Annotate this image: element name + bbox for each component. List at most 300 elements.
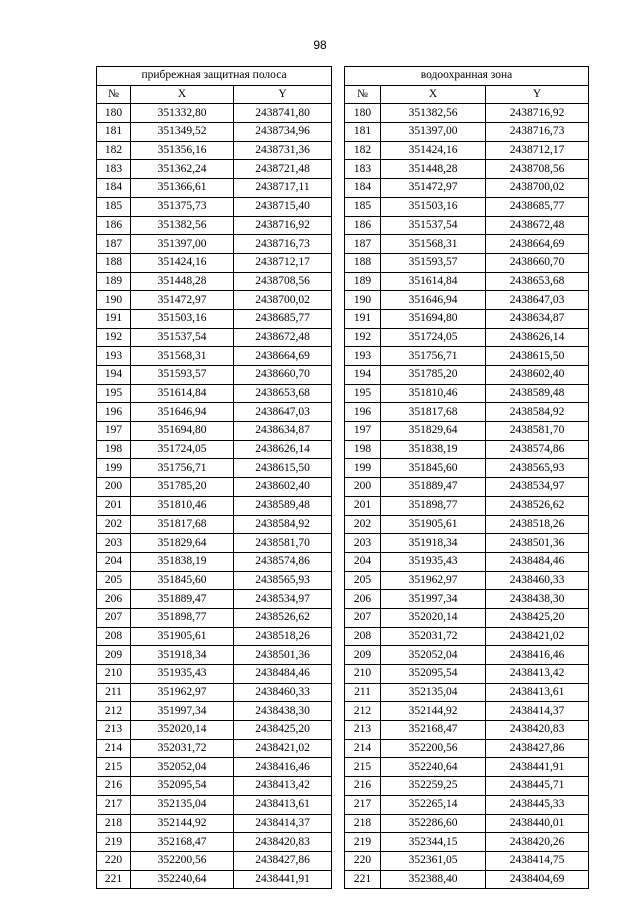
right-y-coordinate: 2438420,83 — [486, 721, 589, 740]
left-point-number: 190 — [97, 291, 131, 310]
left-point-number: 196 — [97, 403, 131, 422]
left-point-number: 183 — [97, 160, 131, 179]
left-x-coordinate: 351838,19 — [131, 552, 234, 571]
left-y-coordinate: 2438672,48 — [234, 328, 332, 347]
left-x-coordinate: 351785,20 — [131, 478, 234, 497]
table-row — [97, 272, 589, 291]
right-x-coordinate: 352031,72 — [381, 627, 486, 646]
left-x-coordinate: 351997,34 — [131, 702, 234, 721]
table-gap — [332, 422, 345, 441]
table-gap — [332, 496, 345, 515]
right-x-coordinate: 351382,56 — [381, 104, 486, 123]
left-point-number: 214 — [97, 739, 131, 758]
left-y-coordinate: 2438716,92 — [234, 216, 332, 235]
right-y-coordinate: 2438716,73 — [486, 123, 589, 142]
right-point-number: 216 — [345, 777, 381, 796]
table-gap — [332, 440, 345, 459]
left-point-number: 215 — [97, 758, 131, 777]
right-x-coordinate: 351724,05 — [381, 328, 486, 347]
table-header-row — [97, 85, 589, 104]
right-y-coordinate: 2438413,42 — [486, 665, 589, 684]
right-y-coordinate: 2438584,92 — [486, 403, 589, 422]
right-y-coordinate: 2438589,48 — [486, 384, 589, 403]
table-gap — [332, 328, 345, 347]
left-point-number: 192 — [97, 328, 131, 347]
left-x-coordinate: 351845,60 — [131, 571, 234, 590]
table-gap — [332, 291, 345, 310]
table-row — [97, 141, 589, 160]
right-point-number: 182 — [345, 141, 381, 160]
right-y-coordinate: 2438574,86 — [486, 440, 589, 459]
left-point-number: 220 — [97, 851, 131, 870]
left-y-coordinate: 2438413,61 — [234, 795, 332, 814]
right-y-coordinate: 2438526,62 — [486, 496, 589, 515]
right-point-number: 220 — [345, 851, 381, 870]
right-point-number: 208 — [345, 627, 381, 646]
right-header-x: X — [381, 85, 486, 104]
left-x-coordinate: 352168,47 — [131, 833, 234, 852]
table-gap — [332, 739, 345, 758]
left-y-coordinate: 2438734,96 — [234, 123, 332, 142]
table-row — [97, 496, 589, 515]
coordinates-table — [96, 66, 589, 889]
left-y-coordinate: 2438501,36 — [234, 646, 332, 665]
left-x-coordinate: 351537,54 — [131, 328, 234, 347]
table-row — [97, 608, 589, 627]
right-point-number: 192 — [345, 328, 381, 347]
left-y-coordinate: 2438534,97 — [234, 590, 332, 609]
left-y-coordinate: 2438484,46 — [234, 665, 332, 684]
right-x-coordinate: 351845,60 — [381, 459, 486, 478]
table-row — [97, 795, 589, 814]
table-gap — [332, 67, 345, 86]
table-row — [97, 870, 589, 889]
right-point-number: 206 — [345, 590, 381, 609]
table-row — [97, 123, 589, 142]
right-x-coordinate: 351898,77 — [381, 496, 486, 515]
left-y-coordinate: 2438581,70 — [234, 534, 332, 553]
right-point-number: 198 — [345, 440, 381, 459]
right-x-coordinate: 351962,97 — [381, 571, 486, 590]
right-x-coordinate: 352200,56 — [381, 739, 486, 758]
left-y-coordinate: 2438460,33 — [234, 683, 332, 702]
right-x-coordinate: 351503,16 — [381, 197, 486, 216]
right-y-coordinate: 2438427,86 — [486, 739, 589, 758]
left-point-number: 217 — [97, 795, 131, 814]
left-y-coordinate: 2438425,20 — [234, 721, 332, 740]
table-row — [97, 777, 589, 796]
right-point-number: 219 — [345, 833, 381, 852]
right-point-number: 190 — [345, 291, 381, 310]
right-point-number: 210 — [345, 665, 381, 684]
left-y-coordinate: 2438653,68 — [234, 384, 332, 403]
left-x-coordinate: 351829,64 — [131, 534, 234, 553]
table-row — [97, 179, 589, 198]
right-x-coordinate: 351537,54 — [381, 216, 486, 235]
left-point-number: 212 — [97, 702, 131, 721]
right-y-coordinate: 2438445,33 — [486, 795, 589, 814]
left-y-coordinate: 2438716,73 — [234, 235, 332, 254]
right-point-number: 218 — [345, 814, 381, 833]
table-title-row — [97, 67, 589, 86]
left-point-number: 199 — [97, 459, 131, 478]
right-x-coordinate: 351785,20 — [381, 366, 486, 385]
left-x-coordinate: 351424,16 — [131, 253, 234, 272]
right-point-number: 191 — [345, 309, 381, 328]
table-gap — [332, 197, 345, 216]
right-x-coordinate: 352144,92 — [381, 702, 486, 721]
right-point-number: 185 — [345, 197, 381, 216]
left-x-coordinate: 352240,64 — [131, 870, 234, 889]
left-x-coordinate: 351382,56 — [131, 216, 234, 235]
table-row — [97, 739, 589, 758]
right-point-number: 217 — [345, 795, 381, 814]
left-y-coordinate: 2438518,26 — [234, 627, 332, 646]
right-y-coordinate: 2438716,92 — [486, 104, 589, 123]
left-y-coordinate: 2438420,83 — [234, 833, 332, 852]
right-x-coordinate: 351838,19 — [381, 440, 486, 459]
table-row — [97, 216, 589, 235]
right-y-coordinate: 2438672,48 — [486, 216, 589, 235]
table-gap — [332, 702, 345, 721]
left-point-number: 197 — [97, 422, 131, 441]
table-row — [97, 683, 589, 702]
table-row — [97, 721, 589, 740]
left-x-coordinate: 352135,04 — [131, 795, 234, 814]
right-y-coordinate: 2438416,46 — [486, 646, 589, 665]
table-gap — [332, 478, 345, 497]
table-gap — [332, 272, 345, 291]
table-gap — [332, 235, 345, 254]
left-point-number: 198 — [97, 440, 131, 459]
left-point-number: 221 — [97, 870, 131, 889]
table-gap — [332, 216, 345, 235]
table-gap — [332, 870, 345, 889]
right-point-number: 194 — [345, 366, 381, 385]
table-gap — [332, 683, 345, 702]
right-point-number: 209 — [345, 646, 381, 665]
right-y-coordinate: 2438425,20 — [486, 608, 589, 627]
left-y-coordinate: 2438712,17 — [234, 253, 332, 272]
right-x-coordinate: 352265,14 — [381, 795, 486, 814]
right-point-number: 221 — [345, 870, 381, 889]
table-gap — [332, 85, 345, 104]
right-point-number: 181 — [345, 123, 381, 142]
left-point-number: 180 — [97, 104, 131, 123]
table-row — [97, 515, 589, 534]
table-row — [97, 328, 589, 347]
table-gap — [332, 515, 345, 534]
left-x-coordinate: 352031,72 — [131, 739, 234, 758]
right-y-coordinate: 2438708,56 — [486, 160, 589, 179]
left-y-coordinate: 2438526,62 — [234, 608, 332, 627]
table-gap — [332, 459, 345, 478]
left-table-title: прибрежная защитная полоса — [97, 67, 332, 86]
table-row — [97, 235, 589, 254]
right-y-coordinate: 2438626,14 — [486, 328, 589, 347]
left-point-number: 195 — [97, 384, 131, 403]
left-x-coordinate: 352200,56 — [131, 851, 234, 870]
left-point-number: 209 — [97, 646, 131, 665]
right-point-number: 207 — [345, 608, 381, 627]
table-gap — [332, 627, 345, 646]
right-y-coordinate: 2438660,70 — [486, 253, 589, 272]
right-y-coordinate: 2438581,70 — [486, 422, 589, 441]
right-table-title: водоохранная зона — [345, 67, 589, 86]
right-y-coordinate: 2438440,01 — [486, 814, 589, 833]
left-y-coordinate: 2438741,80 — [234, 104, 332, 123]
left-point-number: 184 — [97, 179, 131, 198]
table-row — [97, 534, 589, 553]
left-x-coordinate: 351918,34 — [131, 646, 234, 665]
right-point-number: 188 — [345, 253, 381, 272]
left-point-number: 218 — [97, 814, 131, 833]
table-row — [97, 253, 589, 272]
left-x-coordinate: 351349,52 — [131, 123, 234, 142]
table-gap — [332, 403, 345, 422]
right-x-coordinate: 352361,05 — [381, 851, 486, 870]
table-gap — [332, 721, 345, 740]
left-x-coordinate: 351593,57 — [131, 366, 234, 385]
right-point-number: 187 — [345, 235, 381, 254]
right-x-coordinate: 351568,31 — [381, 235, 486, 254]
table-row — [97, 478, 589, 497]
left-point-number: 201 — [97, 496, 131, 515]
left-x-coordinate: 351694,80 — [131, 422, 234, 441]
table-row — [97, 627, 589, 646]
left-point-number: 204 — [97, 552, 131, 571]
right-point-number: 183 — [345, 160, 381, 179]
table-gap — [332, 309, 345, 328]
right-x-coordinate: 351448,28 — [381, 160, 486, 179]
left-x-coordinate: 351614,84 — [131, 384, 234, 403]
right-y-coordinate: 2438565,93 — [486, 459, 589, 478]
table-row — [97, 590, 589, 609]
left-header-x: X — [131, 85, 234, 104]
table-gap — [332, 552, 345, 571]
left-point-number: 188 — [97, 253, 131, 272]
left-x-coordinate: 351898,77 — [131, 608, 234, 627]
left-y-coordinate: 2438414,37 — [234, 814, 332, 833]
left-point-number: 202 — [97, 515, 131, 534]
right-x-coordinate: 351756,71 — [381, 347, 486, 366]
left-x-coordinate: 351397,00 — [131, 235, 234, 254]
right-point-number: 211 — [345, 683, 381, 702]
table-row — [97, 309, 589, 328]
right-x-coordinate: 351935,43 — [381, 552, 486, 571]
left-x-coordinate: 351756,71 — [131, 459, 234, 478]
left-y-coordinate: 2438427,86 — [234, 851, 332, 870]
right-x-coordinate: 351646,94 — [381, 291, 486, 310]
right-y-coordinate: 2438420,26 — [486, 833, 589, 852]
table-gap — [332, 646, 345, 665]
left-point-number: 187 — [97, 235, 131, 254]
right-y-coordinate: 2438615,50 — [486, 347, 589, 366]
right-x-coordinate: 352286,60 — [381, 814, 486, 833]
left-x-coordinate: 351356,16 — [131, 141, 234, 160]
right-y-coordinate: 2438414,37 — [486, 702, 589, 721]
table-row — [97, 440, 589, 459]
table-gap — [332, 123, 345, 142]
left-y-coordinate: 2438602,40 — [234, 478, 332, 497]
left-y-coordinate: 2438685,77 — [234, 309, 332, 328]
right-point-number: 202 — [345, 515, 381, 534]
right-header-y: Y — [486, 85, 589, 104]
right-point-number: 201 — [345, 496, 381, 515]
right-x-coordinate: 351472,97 — [381, 179, 486, 198]
table-row — [97, 384, 589, 403]
left-y-coordinate: 2438647,03 — [234, 403, 332, 422]
left-point-number: 181 — [97, 123, 131, 142]
right-x-coordinate: 351424,16 — [381, 141, 486, 160]
right-x-coordinate: 352095,54 — [381, 665, 486, 684]
table-gap — [332, 665, 345, 684]
table-gap — [332, 253, 345, 272]
right-point-number: 200 — [345, 478, 381, 497]
left-x-coordinate: 351332,80 — [131, 104, 234, 123]
right-y-coordinate: 2438414,75 — [486, 851, 589, 870]
left-x-coordinate: 351810,46 — [131, 496, 234, 515]
table-row — [97, 347, 589, 366]
left-point-number: 213 — [97, 721, 131, 740]
left-x-coordinate: 351935,43 — [131, 665, 234, 684]
left-y-coordinate: 2438626,14 — [234, 440, 332, 459]
left-x-coordinate: 351724,05 — [131, 440, 234, 459]
page-number: 98 — [313, 38, 327, 52]
table-gap — [332, 833, 345, 852]
left-x-coordinate: 351448,28 — [131, 272, 234, 291]
table-row — [97, 104, 589, 123]
table-row — [97, 422, 589, 441]
left-y-coordinate: 2438413,42 — [234, 777, 332, 796]
table-row — [97, 646, 589, 665]
left-x-coordinate: 351905,61 — [131, 627, 234, 646]
left-y-coordinate: 2438660,70 — [234, 366, 332, 385]
left-y-coordinate: 2438615,50 — [234, 459, 332, 478]
right-y-coordinate: 2438460,33 — [486, 571, 589, 590]
left-point-number: 205 — [97, 571, 131, 590]
right-point-number: 212 — [345, 702, 381, 721]
left-y-coordinate: 2438731,36 — [234, 141, 332, 160]
table-gap — [332, 590, 345, 609]
right-point-number: 184 — [345, 179, 381, 198]
right-x-coordinate: 351829,64 — [381, 422, 486, 441]
table-gap — [332, 608, 345, 627]
right-point-number: 213 — [345, 721, 381, 740]
left-x-coordinate: 352052,04 — [131, 758, 234, 777]
right-point-number: 205 — [345, 571, 381, 590]
right-point-number: 215 — [345, 758, 381, 777]
table-row — [97, 366, 589, 385]
table-gap — [332, 384, 345, 403]
left-point-number: 194 — [97, 366, 131, 385]
table-row — [97, 160, 589, 179]
right-x-coordinate: 352388,40 — [381, 870, 486, 889]
left-y-coordinate: 2438589,48 — [234, 496, 332, 515]
table-gap — [332, 179, 345, 198]
left-y-coordinate: 2438441,91 — [234, 870, 332, 889]
right-x-coordinate: 351614,84 — [381, 272, 486, 291]
right-y-coordinate: 2438700,02 — [486, 179, 589, 198]
right-header-number: № — [345, 85, 381, 104]
right-x-coordinate: 351397,00 — [381, 123, 486, 142]
left-x-coordinate: 351375,73 — [131, 197, 234, 216]
table-row — [97, 403, 589, 422]
left-y-coordinate: 2438664,69 — [234, 347, 332, 366]
right-x-coordinate: 352135,04 — [381, 683, 486, 702]
right-y-coordinate: 2438685,77 — [486, 197, 589, 216]
left-x-coordinate: 351472,97 — [131, 291, 234, 310]
right-point-number: 203 — [345, 534, 381, 553]
left-y-coordinate: 2438584,92 — [234, 515, 332, 534]
left-point-number: 210 — [97, 665, 131, 684]
table-row — [97, 552, 589, 571]
left-x-coordinate: 352020,14 — [131, 721, 234, 740]
left-y-coordinate: 2438717,11 — [234, 179, 332, 198]
table-gap — [332, 160, 345, 179]
table-gap — [332, 366, 345, 385]
right-y-coordinate: 2438518,26 — [486, 515, 589, 534]
table-row — [97, 833, 589, 852]
right-point-number: 195 — [345, 384, 381, 403]
left-y-coordinate: 2438416,46 — [234, 758, 332, 777]
left-y-coordinate: 2438574,86 — [234, 552, 332, 571]
right-y-coordinate: 2438653,68 — [486, 272, 589, 291]
right-y-coordinate: 2438413,61 — [486, 683, 589, 702]
right-point-number: 186 — [345, 216, 381, 235]
left-y-coordinate: 2438421,02 — [234, 739, 332, 758]
right-x-coordinate: 351889,47 — [381, 478, 486, 497]
left-point-number: 182 — [97, 141, 131, 160]
left-x-coordinate: 351962,97 — [131, 683, 234, 702]
right-x-coordinate: 351817,68 — [381, 403, 486, 422]
left-y-coordinate: 2438708,56 — [234, 272, 332, 291]
right-point-number: 214 — [345, 739, 381, 758]
right-point-number: 199 — [345, 459, 381, 478]
right-x-coordinate: 352240,64 — [381, 758, 486, 777]
right-y-coordinate: 2438438,30 — [486, 590, 589, 609]
right-y-coordinate: 2438445,71 — [486, 777, 589, 796]
right-x-coordinate: 351694,80 — [381, 309, 486, 328]
right-y-coordinate: 2438534,97 — [486, 478, 589, 497]
left-point-number: 203 — [97, 534, 131, 553]
table-row — [97, 758, 589, 777]
table-row — [97, 665, 589, 684]
left-point-number: 200 — [97, 478, 131, 497]
right-y-coordinate: 2438404,69 — [486, 870, 589, 889]
left-x-coordinate: 351362,24 — [131, 160, 234, 179]
left-y-coordinate: 2438700,02 — [234, 291, 332, 310]
right-x-coordinate: 351810,46 — [381, 384, 486, 403]
right-x-coordinate: 352052,04 — [381, 646, 486, 665]
right-x-coordinate: 352259,25 — [381, 777, 486, 796]
left-point-number: 189 — [97, 272, 131, 291]
table-gap — [332, 758, 345, 777]
right-point-number: 193 — [345, 347, 381, 366]
right-y-coordinate: 2438441,91 — [486, 758, 589, 777]
right-y-coordinate: 2438501,36 — [486, 534, 589, 553]
left-y-coordinate: 2438438,30 — [234, 702, 332, 721]
table-body — [97, 104, 589, 889]
table-row — [97, 459, 589, 478]
left-y-coordinate: 2438715,40 — [234, 197, 332, 216]
right-x-coordinate: 352344,15 — [381, 833, 486, 852]
left-x-coordinate: 351889,47 — [131, 590, 234, 609]
left-x-coordinate: 352095,54 — [131, 777, 234, 796]
left-point-number: 185 — [97, 197, 131, 216]
left-x-coordinate: 351503,16 — [131, 309, 234, 328]
left-x-coordinate: 351568,31 — [131, 347, 234, 366]
